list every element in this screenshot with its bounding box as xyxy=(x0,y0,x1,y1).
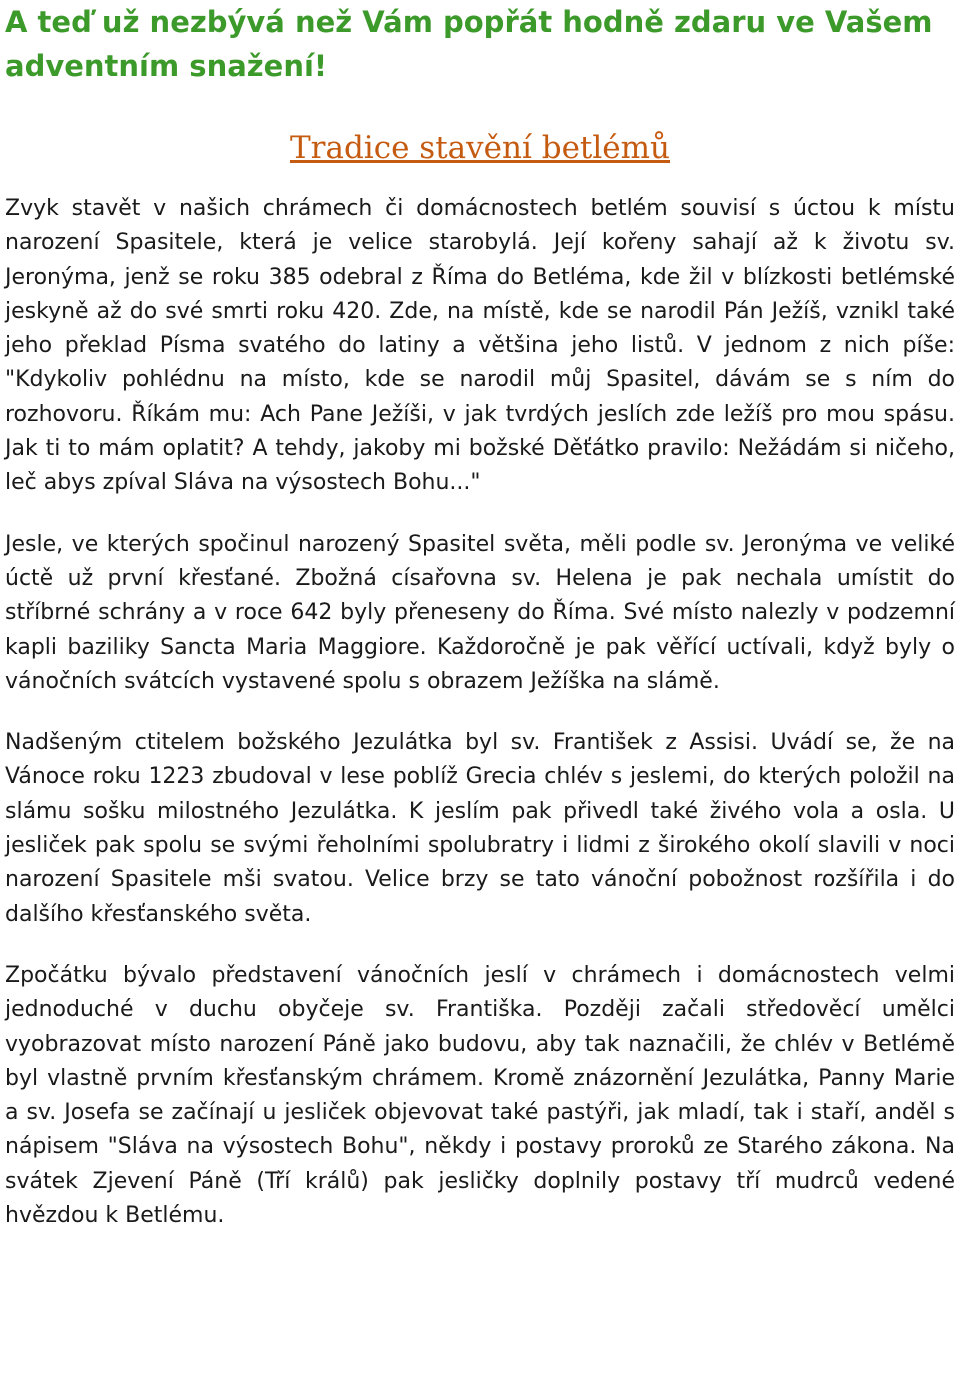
paragraph-development: Zpočátku bývalo představení vánočních jeslí v chrámech i domácnostech velmi jednoduché v duchu obyčeje sv. Františka. Později začali středověcí umělci vyobrazovat místo narození Páně jako budovu, aby tak naznačili, že chlév v Betlémě byl vlastně prvním křesťanským chrámem. Kromě znázornění Jezulátka, Panny Marie a sv. Josefa se začínají u jesliček objevovat také pastýři, jak mladí, tak i staří, anděl s nápisem "Sláva na výsostech Bohu", někdy i postavy proroků ze Starého zákona. Na svátek Zjevení Páně (Tří králů) pak jesličky doplnily postavy tří mudrců vedené hvězdou k Betlému. xyxy=(5,962,955,1229)
paragraph-origins: Zvyk stavět v našich chrámech či domácnostech betlém souvisí s úctou k místu narození Spasitele, která je velice starobylá. Její kořeny sahají až k životu sv. Jeronýma, jenž se roku 385 odebral z Říma do Betléma, kde žil v blízkosti betlémské jeskyně až do své smrti roku 420. Zde, na místě, kde se narodil Pán Ježíš, vznikl také jeho překlad Písma svatého do latiny a většina jeho listů. V jednom z nich píše: "Kdykoliv pohlédnu na místo, kde se narodil můj Spasitel, dávám se s ním do rozhovoru. Říkám mu: Ach Pane Ježíši, v jak tvrdých jeslích zde ležíš pro mou spásu. Jak ti to mám oplatit? A tehdy, jakoby mi božské Děťátko pravilo: Nežádám si ničeho, leč abys zpíval Sláva na výsostech Bohu..." xyxy=(5,196,955,496)
intro-wish: A teď už nezbývá než Vám popřát hodně zdaru ve Vašem adventním snažení! xyxy=(5,5,933,83)
paragraph-st-francis: Nadšeným ctitelem božského Jezulátka byl sv. František z Assisi. Uvádí se, že na Vánoce roku 1223 zbudoval v lese poblíž Grecia chlév s jeslemi, do kterých položil na slámu sošku milostného Jezulátka. K jeslím pak přivedl také živého vola a osla. U jesliček pak spolu se svými řeholními spolubratry i lidmi z širokého okolí slavili v noci narození Spasitele mši svatou. Velice brzy se tato vánoční pobožnost rozšířila i do dalšího křesťanského světa. xyxy=(5,730,955,927)
document-page xyxy=(5,0,955,1260)
paragraph-manger-relic: Jesle, ve kterých spočinul narozený Spasitel světa, měli podle sv. Jeronýma ve veliké úctě už první křesťané. Zbožná císařovna sv. Helena je pak nechala umístit do stříbrné schrány a v roce 642 byly přeneseny do Říma. Své místo nalezly v podzemní kapli baziliky Sancta Maria Maggiore. Každoročně je pak věřící uctívali, když byly o vánočních svátcích vystavené spolu s obrazem Ježíška na slámě. xyxy=(5,531,955,694)
section-title: Tradice stavění betlémů xyxy=(289,130,670,166)
